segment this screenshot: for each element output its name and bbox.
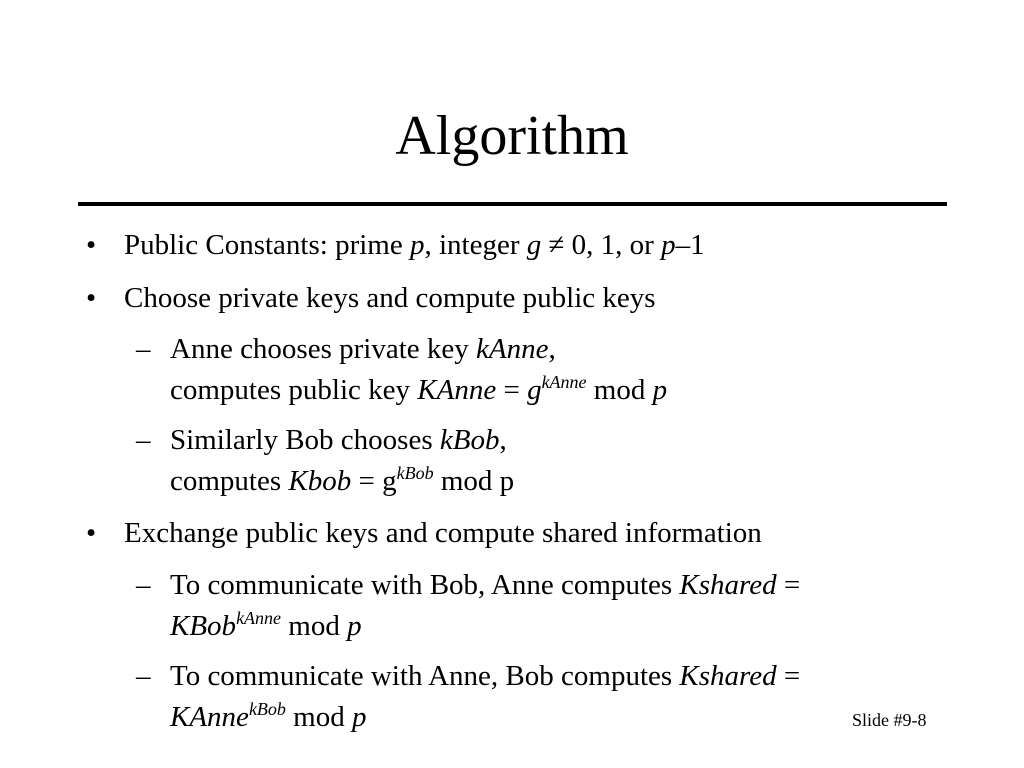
bullet-text: Exchange public keys and compute shared information [124, 517, 762, 549]
title-divider [78, 202, 947, 206]
text-line [170, 565, 800, 606]
bullet-marker: • [86, 229, 97, 261]
text-line [170, 697, 800, 738]
var-public-kbob: Kbob [288, 465, 352, 497]
var-p: p [409, 229, 425, 261]
var-g: g [526, 229, 542, 261]
text-segment: mod [586, 374, 653, 406]
exponent: kBob [248, 699, 286, 719]
text-segment: –1 [675, 229, 705, 261]
dash-marker: – [136, 569, 151, 601]
sub-bullet-text [170, 329, 667, 411]
text-segment: Anne chooses private key [170, 333, 477, 365]
sub-bullet-text [170, 420, 514, 502]
text-segment: = [776, 660, 801, 692]
var-p: p [351, 701, 367, 733]
var-p: p [347, 610, 362, 642]
text-line [170, 606, 800, 647]
var-public-kanne: KAnne [417, 374, 497, 406]
text-line [170, 656, 800, 697]
text-segment: Public Constants: prime [124, 229, 410, 261]
text-segment: mod p [433, 465, 515, 497]
text-line [170, 329, 667, 370]
var-kshared: Kshared [679, 569, 777, 601]
exponent: kBob [396, 463, 434, 483]
text-segment: , integer [424, 229, 527, 261]
var-kshared: Kshared [679, 660, 777, 692]
slide-title: Algorithm [395, 105, 629, 167]
text-segment: , [548, 333, 556, 365]
var-p: p [652, 374, 668, 406]
text-line [170, 420, 514, 461]
sub-bullet-text [170, 656, 800, 738]
exponent: kAnne [236, 608, 282, 628]
text-segment: ≠ 0, 1, or [541, 229, 662, 261]
text-segment: computes [170, 465, 289, 497]
text-segment: , [499, 424, 507, 456]
bullet-marker: • [86, 282, 97, 314]
dash-marker: – [136, 333, 151, 365]
var-g: g [527, 374, 542, 406]
var-p: p [661, 229, 676, 261]
text-segment: To communicate with Anne, Bob computes [170, 660, 680, 692]
dash-marker: – [136, 660, 151, 692]
var-kbob-public: KBob [170, 610, 237, 642]
slide-number: Slide #9-8 [852, 710, 927, 730]
text-segment: Similarly Bob chooses [170, 424, 440, 456]
dash-marker: – [136, 424, 151, 456]
bullet-text [124, 225, 705, 265]
bullet-text: Choose private keys and compute public keys [124, 282, 656, 314]
text-segment: = [776, 569, 801, 601]
text-line [170, 461, 514, 502]
text-line [170, 370, 667, 411]
bullet-marker: • [86, 517, 97, 549]
sub-bullet-text [170, 565, 800, 647]
var-kanne-public: KAnne [170, 701, 249, 733]
text-segment: mod [281, 610, 348, 642]
text-segment: mod [285, 701, 352, 733]
text-segment: computes public key [170, 374, 418, 406]
var-kanne: kAnne [476, 333, 549, 365]
exponent: kAnne [541, 372, 587, 392]
text-segment: To communicate with Bob, Anne computes [170, 569, 680, 601]
text-segment: = g [351, 465, 397, 497]
text-segment: = [496, 374, 528, 406]
var-kbob: kBob [439, 424, 500, 456]
